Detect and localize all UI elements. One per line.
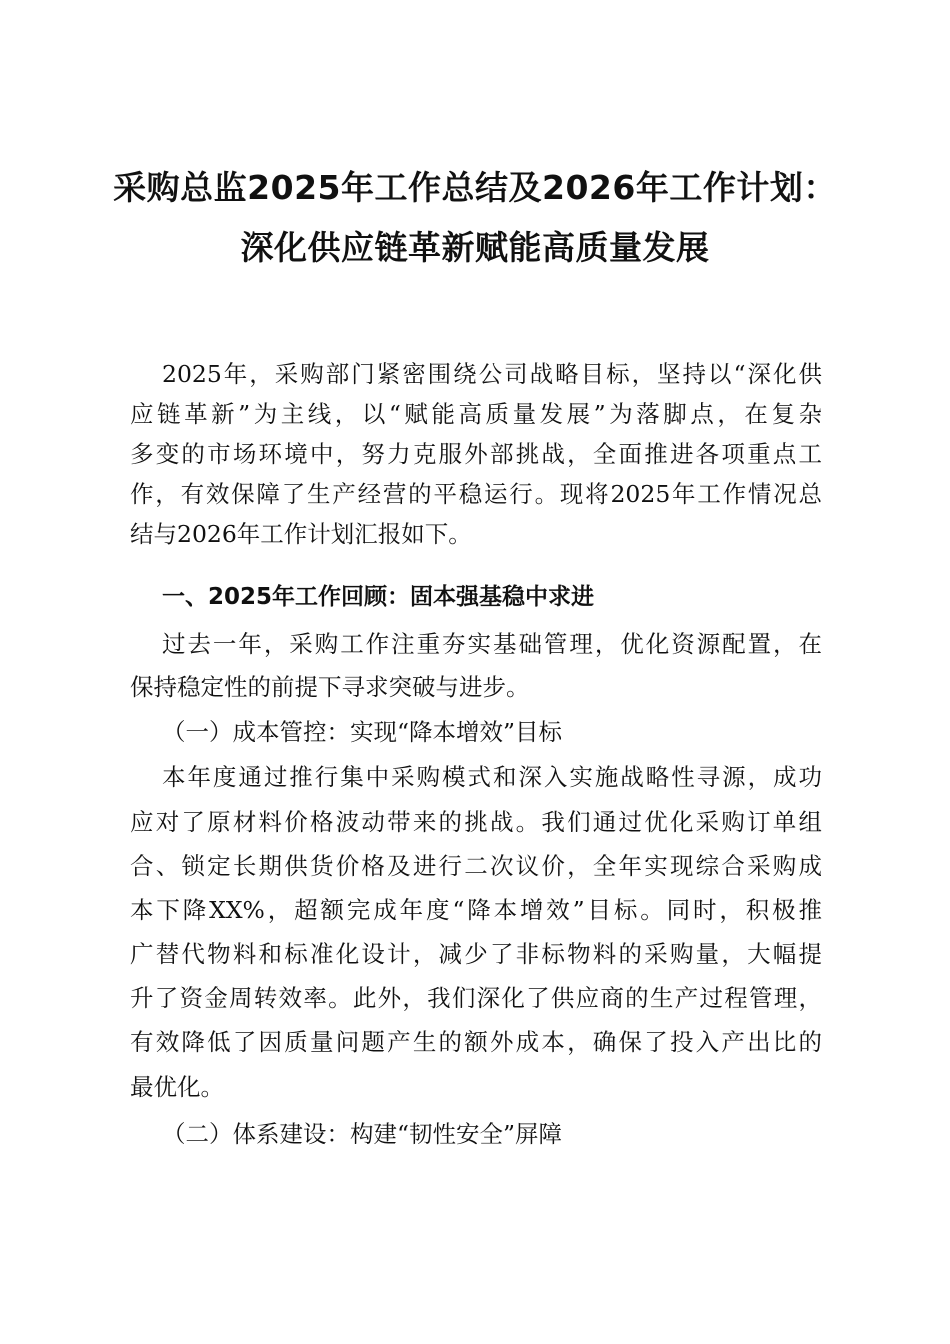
- paragraph-line: 本下降XX%，超额完成年度“降本增效”目标。同时，积极推: [130, 896, 822, 924]
- paragraph-line: 广替代物料和标准化设计，减少了非标物料的采购量，大幅提: [130, 940, 822, 968]
- document-title-line-2: 深化供应链革新赋能高质量发展: [240, 228, 710, 267]
- document-title-line-1: 采购总监2025年工作总结及2026年工作计划：: [113, 168, 837, 207]
- paragraph-line: 作，有效保障了生产经营的平稳运行。现将2025年工作情况总: [130, 480, 822, 508]
- section-heading: 一、2025年工作回顾：固本强基稳中求进: [162, 584, 595, 610]
- subsection-heading: （一）成本管控：实现“降本增效”目标: [162, 718, 563, 746]
- paragraph-line: 保持稳定性的前提下寻求突破与进步。: [130, 673, 530, 701]
- paragraph-line: 合、锁定长期供货价格及进行二次议价，全年实现综合采购成: [130, 852, 822, 880]
- paragraph-line: 升了资金周转效率。此外，我们深化了供应商的生产过程管理，: [130, 984, 822, 1012]
- paragraph-line: 应对了原材料价格波动带来的挑战。我们通过优化采购订单组: [130, 808, 822, 836]
- paragraph-line: 过去一年，采购工作注重夯实基础管理，优化资源配置，在: [162, 630, 822, 658]
- paragraph-line: 应链革新”为主线，以“赋能高质量发展”为落脚点，在复杂: [130, 400, 822, 428]
- paragraph-line: 最优化。: [130, 1073, 224, 1101]
- paragraph-line: 结与2026年工作计划汇报如下。: [130, 520, 472, 548]
- paragraph-line: 多变的市场环境中，努力克服外部挑战，全面推进各项重点工: [130, 440, 822, 468]
- paragraph-line: 2025年，采购部门紧密围绕公司战略目标，坚持以“深化供: [162, 360, 822, 388]
- paragraph-line: 有效降低了因质量问题产生的额外成本，确保了投入产出比的: [130, 1028, 822, 1056]
- paragraph-line: 本年度通过推行集中采购模式和深入实施战略性寻源，成功: [162, 763, 822, 791]
- subsection-heading: （二）体系建设：构建“韧性安全”屏障: [162, 1120, 563, 1148]
